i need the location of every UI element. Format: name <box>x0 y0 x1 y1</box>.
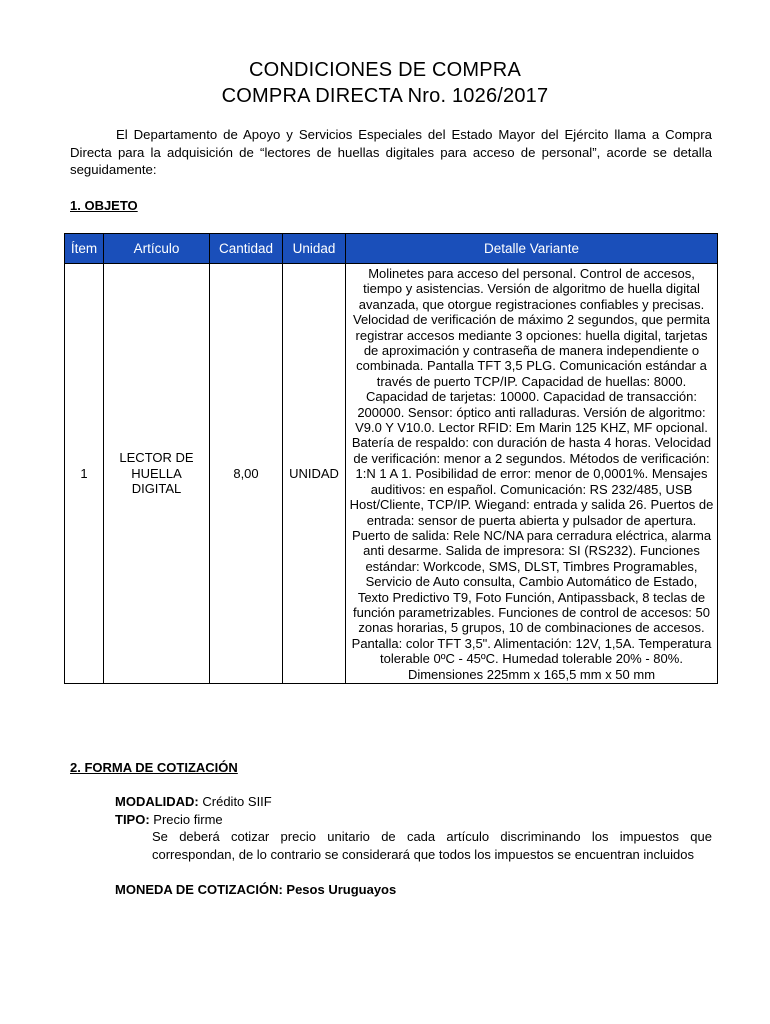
cell-detalle: Molinetes para acceso del personal. Control de accesos, tiempo y asistencias. Versión de algoritmo de huella digital avanzada, que otorgue registraciones confiables y precisas. Velocidad de verificación de máximo 2 segundos, que permita registrar accesos mediante 3 opciones: huella digital, tarjetas de aproximación y contraseña de manera independiente o combinada. Pantalla TFT 3,5 PLG. Comunicación estándar a través de puerto TCP/IP. Capacidad de huellas: 8000. Capacidad de tarjetas: 10000. Capacidad de transacción: 200000. Sensor: óptico anti ralladuras. Versión de algoritmo: V9.0 Y V10.0. Lector RFID: Em Marin 125 KHZ, MF opcional. Batería de respaldo: con duración de hasta 4 horas. Velocidad de verificación: menor a 2 segundos. Métodos de verificación: 1:N 1 A 1. Posibilidad de error: menor de 0,0001%. Mensajes auditivos: en español. Comunicación: RS 232/485, USB Host/Cliente, TCP/IP. Wiegand: entrada y salida 26. Puertos de entrada: sensor de puerta abierta y pulsador de apertura. Puerto de salida: Rele NC/NA para cerradura eléctrica, alarma anti desarme. Salida de impresora: SI (RS232). Funciones estándar: Workcode, SMS, DLST, Timbres Programables, Servicio de Auto consulta, Cambio Automático de Estado, Texto Predictivo T9, Foto Función, Antipassback, 8 teclas de función parametrizables. Funciones de control de accesos: 50 zonas horarias, 5 grupos, 10 de combinaciones de accesos. Pantalla: color TFT 3,5". Alimentación: 12V, 1,5A. Temperatura tolerable 0ºC - 45ºC. Humedad tolerable 20% - 80%. Dimensiones 225mm x 165,5 mm x 50 mm <box>346 264 718 684</box>
moneda-line: MONEDA DE COTIZACIÓN: Pesos Uruguayos <box>115 882 397 897</box>
table-row <box>65 264 718 684</box>
modalidad-label: MODALIDAD: <box>115 794 199 809</box>
cell-unidad: UNIDAD <box>283 264 346 684</box>
tipo-line <box>115 811 712 829</box>
cell-cantidad: 8,00 <box>210 264 283 684</box>
col-header-unidad: Unidad <box>283 234 346 264</box>
intro-paragraph: El Departamento de Apoyo y Servicios Especiales del Estado Mayor del Ejército llama a Compra Directa para la adquisición de “lectores de huellas digitales para acceso de personal”, acorde se detalla seguidamente: <box>70 127 712 177</box>
col-header-detalle: Detalle Variante <box>346 234 718 264</box>
section-heading-objeto: 1. OBJETO <box>70 198 138 213</box>
tipo-value: Precio firme <box>149 812 223 827</box>
col-header-item: Ítem <box>65 234 104 264</box>
col-header-cantidad: Cantidad <box>210 234 283 264</box>
page-subtitle: COMPRA DIRECTA Nro. 1026/2017 <box>221 85 549 107</box>
cell-item: 1 <box>65 264 104 684</box>
page-title: CONDICIONES DE COMPRA <box>248 59 521 81</box>
items-table <box>64 233 718 684</box>
section-heading-cotizacion: 2. FORMA DE COTIZACIÓN <box>70 760 238 775</box>
col-header-articulo: Artículo <box>104 234 210 264</box>
tipo-label: TIPO: <box>115 812 150 827</box>
table-header-row <box>65 234 718 264</box>
modalidad-line <box>115 793 712 811</box>
tipo-note: Se deberá cotizar precio unitario de cada artículo discriminando los impuestos que correspondan, de lo contrario se considerará que todos los impuestos se encuentran incluidos <box>152 829 712 862</box>
modalidad-value: Crédito SIIF <box>198 794 272 809</box>
cell-articulo: LECTOR DE HUELLA DIGITAL <box>104 264 210 684</box>
